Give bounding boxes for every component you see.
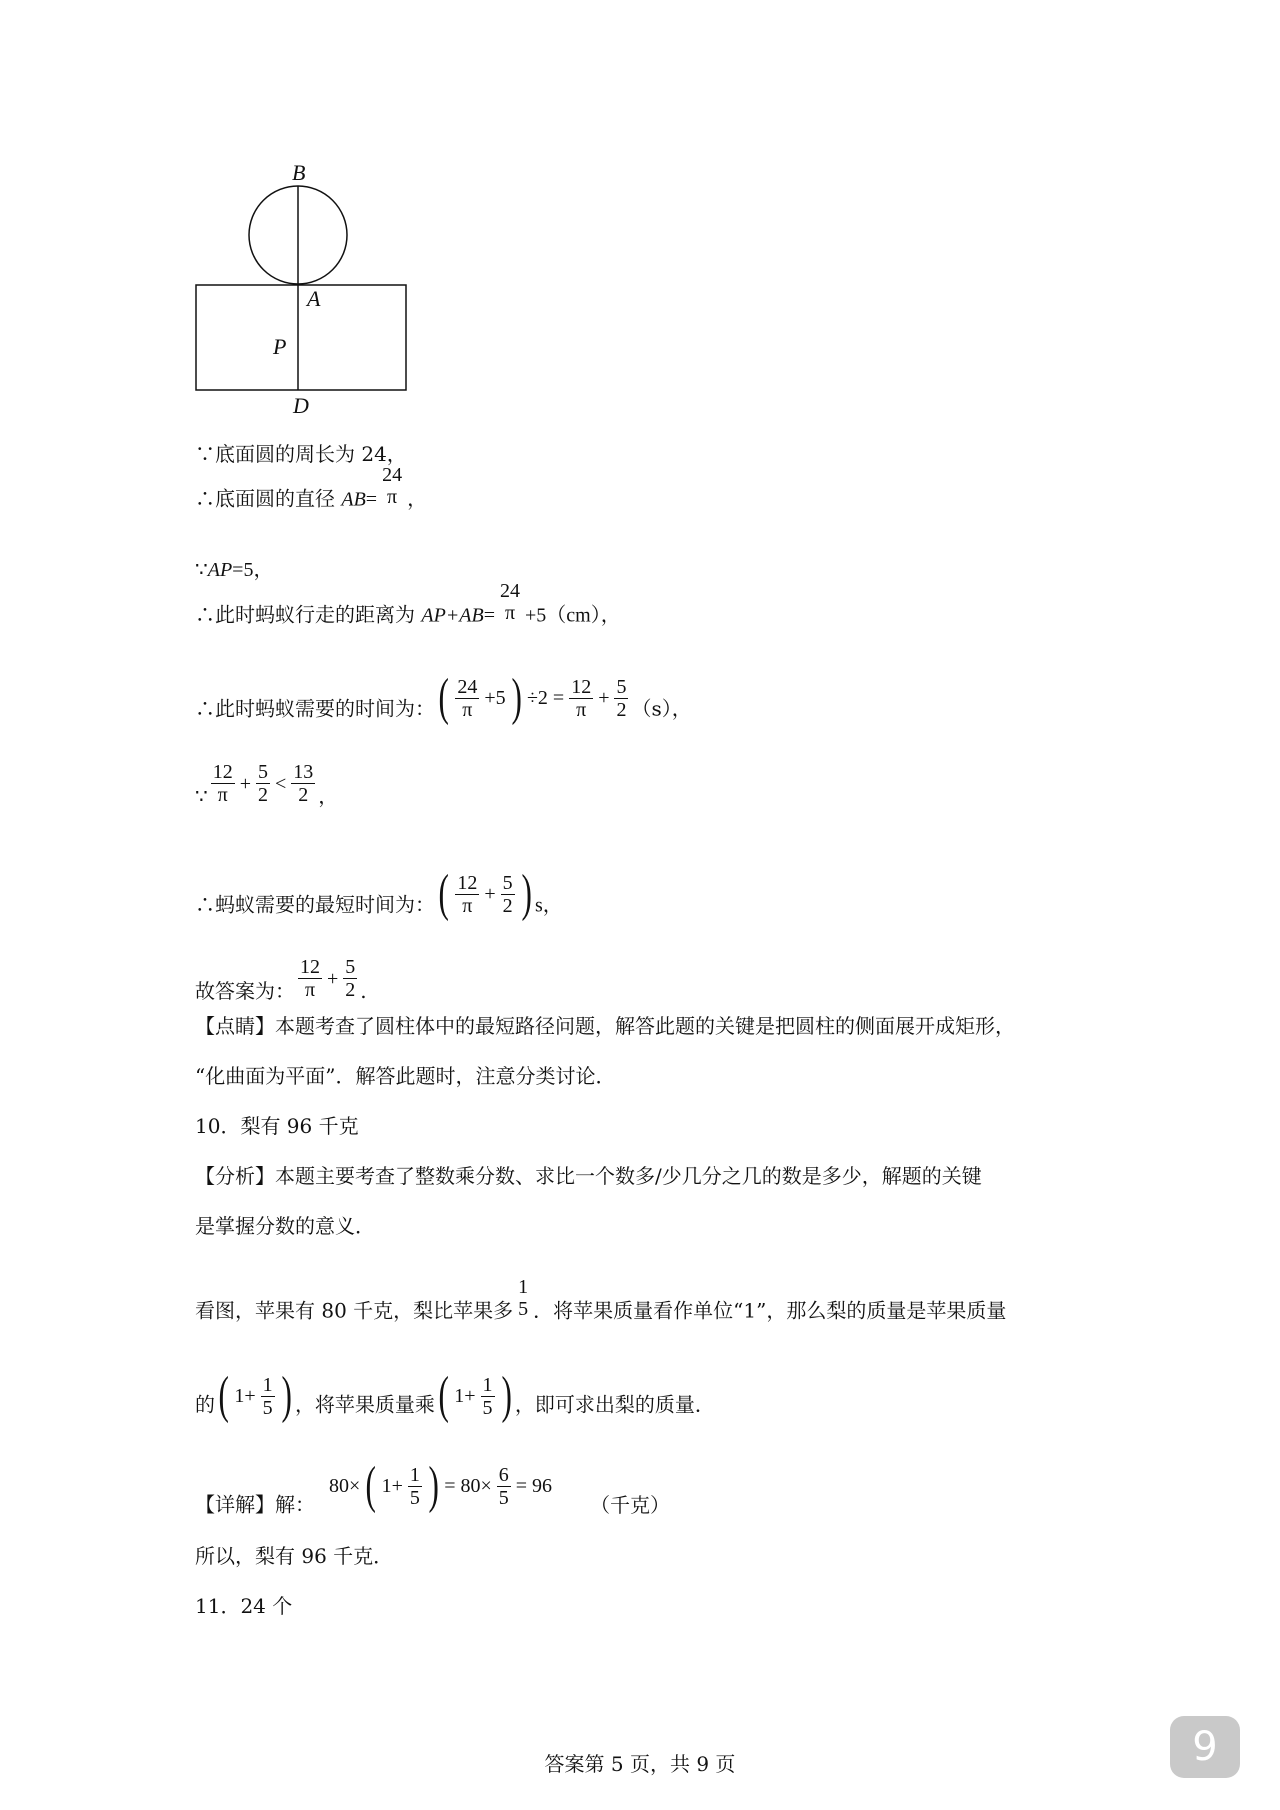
num: 5 [616, 675, 627, 698]
rparen: ) [501, 1367, 512, 1424]
op: 1+ [454, 1385, 476, 1407]
frac-24-pi [380, 464, 404, 508]
q10-paragraph-2 [195, 1367, 715, 1432]
cylinder-net-figure [180, 150, 440, 420]
text: 故答案为： [195, 979, 295, 1003]
text: s， [534, 894, 563, 917]
text: ∴此时蚂蚁行走的距离为 [195, 602, 422, 627]
num: 1 [409, 1463, 420, 1486]
num: 12 [300, 956, 320, 978]
num: 1 [482, 1373, 493, 1396]
num: 5 [502, 871, 513, 894]
op: + [598, 687, 610, 709]
q10-analysis-1: 【分析】本题主要考查了整数乘分数、求比一个数多/少几分之几的数是多少，解题的关键 [195, 1164, 982, 1188]
op: + [327, 967, 339, 990]
since: ∵ [195, 557, 208, 581]
text: . [360, 979, 367, 1003]
den: 5 [482, 1396, 493, 1419]
text: （s）， [631, 696, 692, 721]
solution-line-2 [195, 464, 428, 522]
frac [261, 1374, 275, 1419]
solution-line-3 [195, 555, 273, 584]
frac [291, 761, 315, 806]
solution-line-5 [195, 669, 692, 736]
den: 5 [498, 1486, 509, 1509]
frac-24-pi [498, 580, 522, 624]
text: 看图，苹果有 80 千克，梨比苹果多 [195, 1298, 514, 1323]
op: = 80× [444, 1475, 492, 1497]
var-ab: AB [341, 488, 366, 511]
num: 5 [258, 761, 269, 783]
solution-line-4 [195, 580, 621, 638]
den: 5 [518, 1298, 529, 1320]
num: 1 [262, 1373, 273, 1396]
frac [343, 956, 357, 1001]
rparen: ) [428, 1457, 439, 1514]
q10-detail [195, 1457, 671, 1532]
label-A: A [307, 286, 321, 311]
lateral-rectangle [196, 285, 406, 390]
num: 12 [457, 871, 478, 894]
text: 的 [195, 1392, 215, 1417]
op: +5 [484, 687, 506, 709]
q10-analysis-2: 是掌握分数的意义． [195, 1214, 375, 1238]
frac [256, 761, 270, 806]
den: 2 [616, 698, 627, 721]
frac [455, 676, 479, 721]
den: π [504, 602, 516, 624]
comment-line-1: 【点睛】本题考查了圆柱体中的最短路径问题，解答此题的关键是把圆柱的侧面展开成矩形， [195, 1014, 1015, 1038]
since: ∵ [195, 784, 208, 808]
text: ．将苹果质量看作单位“1”，那么梨的质量是苹果质量 [533, 1298, 1007, 1323]
label-D: D [293, 393, 309, 418]
page-footer: 答案第 5 页，共 9 页 [544, 1752, 736, 1776]
q10-heading: 10．梨有 96 千克 [195, 1114, 359, 1138]
rparen: ) [281, 1367, 292, 1424]
text: ∴底面圆的直径 [195, 486, 342, 511]
num: 13 [293, 761, 314, 783]
num: 12 [212, 761, 233, 783]
unit: （千克） [590, 1492, 671, 1517]
frac [497, 1464, 511, 1509]
text: =5， [232, 559, 274, 581]
rparen: ) [521, 865, 532, 922]
frac [211, 761, 235, 806]
op: < [275, 772, 287, 795]
num: 5 [345, 956, 356, 978]
solution-line-7 [195, 865, 563, 932]
var-ap-ab: AP+AB [421, 604, 484, 627]
frac [481, 1374, 495, 1419]
den: 2 [502, 894, 513, 917]
lparen: ( [365, 1457, 377, 1514]
comma: ， [407, 486, 428, 511]
num: 6 [498, 1463, 509, 1486]
frac [501, 872, 515, 917]
frac [569, 676, 593, 721]
frac [408, 1464, 422, 1509]
den: 2 [345, 979, 356, 1001]
num: 12 [571, 675, 592, 698]
den: 2 [298, 784, 309, 806]
page-number-badge: 9 [1170, 1716, 1240, 1778]
q11-heading: 11．24 个 [195, 1594, 293, 1618]
num: 24 [382, 464, 403, 486]
den: 5 [409, 1486, 420, 1509]
text: ， [318, 784, 339, 808]
den: π [387, 486, 398, 508]
den: π [462, 698, 473, 721]
den: 5 [262, 1396, 273, 1419]
label-P: P [273, 334, 287, 359]
solution-line-6 [195, 761, 339, 820]
lparen: ( [218, 1367, 229, 1424]
num: 1 [518, 1276, 529, 1298]
solution-line-1: ∵底面圆的周长为 24， [195, 442, 407, 466]
op: 1+ [234, 1385, 256, 1407]
text: +5（cm）， [525, 604, 621, 627]
label-B: B [292, 160, 306, 185]
num: 24 [500, 580, 521, 602]
lparen: ( [438, 1367, 449, 1424]
den: π [462, 894, 473, 917]
op: 1+ [381, 1475, 403, 1497]
op: + [484, 883, 496, 905]
comment-line-2: “化曲面为平面”．解答此题时，注意分类讨论． [195, 1064, 616, 1088]
lparen: ( [438, 669, 449, 726]
text: ∴此时蚂蚁需要的时间为： [195, 696, 435, 721]
den: π [217, 784, 228, 806]
op: ÷2 = [526, 687, 565, 709]
num: 24 [457, 675, 478, 698]
den: 2 [258, 784, 269, 806]
lparen: ( [438, 865, 449, 922]
rparen: ) [511, 669, 522, 726]
frac [614, 676, 628, 721]
q10-conclusion: 所以，梨有 96 千克． [195, 1544, 394, 1568]
text: ∴蚂蚁需要的最短时间为： [195, 892, 435, 917]
text: ，即可求出梨的质量． [514, 1392, 715, 1417]
q10-paragraph-1 [195, 1276, 1007, 1334]
eq: = [365, 488, 378, 511]
den: π [576, 698, 587, 721]
var-ap: AP [207, 559, 233, 581]
cylinder-net-diagram [180, 150, 440, 420]
solution-line-8 [195, 956, 367, 1015]
op: 80× [329, 1475, 361, 1497]
op: = 96 [515, 1475, 553, 1497]
text: 【详解】解： [195, 1492, 315, 1517]
frac [298, 956, 322, 1001]
text: ，将苹果质量乘 [294, 1392, 435, 1417]
den: π [304, 979, 316, 1001]
frac [455, 872, 479, 917]
eq: = [483, 604, 496, 627]
op: + [239, 772, 252, 795]
frac-1-5 [516, 1276, 530, 1320]
